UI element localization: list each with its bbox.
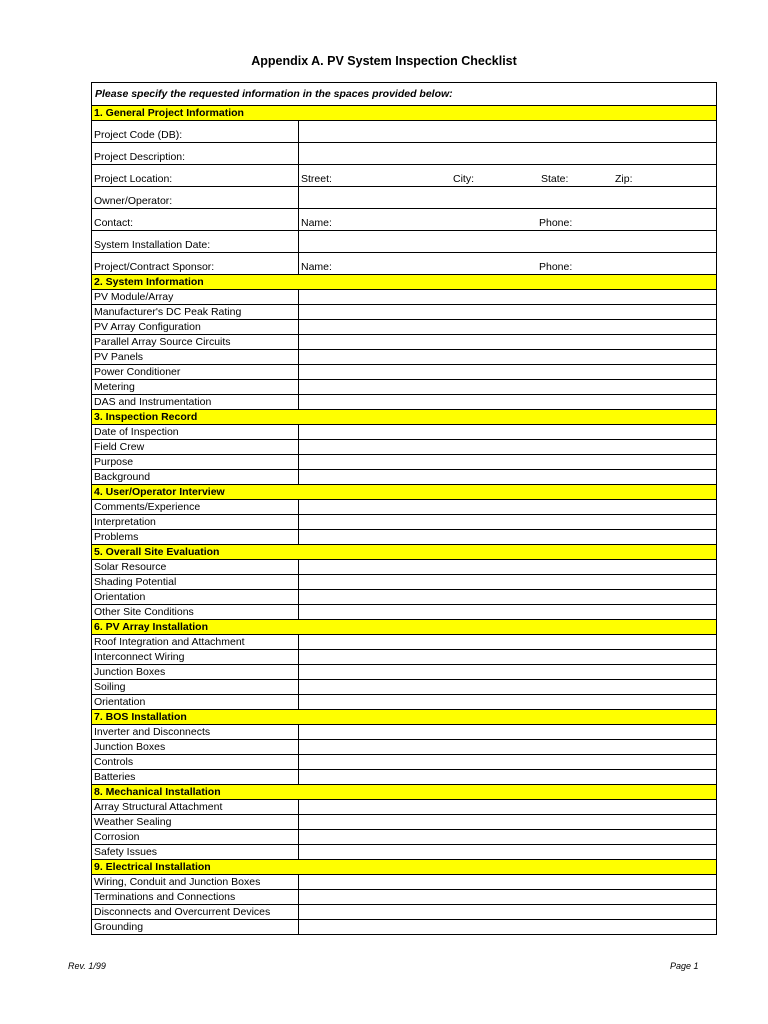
checklist-row xyxy=(92,559,716,574)
checklist-row xyxy=(92,919,716,934)
name-label: Name: xyxy=(301,217,332,229)
checklist-entry-field[interactable] xyxy=(299,515,716,529)
checklist-entry-field[interactable] xyxy=(299,335,716,349)
checklist-entry-field[interactable] xyxy=(299,425,716,439)
checklist-entry-field[interactable] xyxy=(299,440,716,454)
checklist-entry-field[interactable] xyxy=(299,365,716,379)
checklist-row xyxy=(92,739,716,754)
checklist-item-label: Solar Resource xyxy=(92,560,299,574)
checklist-item-label: Junction Boxes xyxy=(92,740,299,754)
section-header: 2. System Information xyxy=(92,274,716,289)
checklist-item-label: Interconnect Wiring xyxy=(92,650,299,664)
checklist-sections xyxy=(92,274,716,934)
checklist-item-label: PV Panels xyxy=(92,350,299,364)
checklist-item-label: Safety Issues xyxy=(92,845,299,859)
field-label: Project Description: xyxy=(92,143,299,164)
contact-field[interactable] xyxy=(299,209,716,230)
checklist-item-label: Roof Integration and Attachment xyxy=(92,635,299,649)
project-code-field[interactable] xyxy=(299,121,716,142)
field-label: Project/Contract Sponsor: xyxy=(92,253,299,274)
phone-label: Phone: xyxy=(539,217,573,229)
checklist-entry-field[interactable] xyxy=(299,815,716,829)
form-row-sponsor xyxy=(92,252,716,274)
checklist-row xyxy=(92,799,716,814)
checklist-item-label: Date of Inspection xyxy=(92,425,299,439)
form-row-contact xyxy=(92,208,716,230)
field-label: Project Code (DB): xyxy=(92,121,299,142)
checklist-item-label: Shading Potential xyxy=(92,575,299,589)
revision-note: Rev. 1/99 xyxy=(68,961,106,971)
name-label: Name: xyxy=(301,261,332,273)
checklist-row xyxy=(92,634,716,649)
checklist-entry-field[interactable] xyxy=(299,290,716,304)
checklist-row xyxy=(92,814,716,829)
section-header: 6. PV Array Installation xyxy=(92,619,716,634)
field-label: Contact: xyxy=(92,209,299,230)
field-label: System Installation Date: xyxy=(92,231,299,252)
section-header: 9. Electrical Installation xyxy=(92,859,716,874)
checklist-item-label: Soiling xyxy=(92,680,299,694)
page-number: Page 1 xyxy=(670,961,699,971)
checklist-item-label: Junction Boxes xyxy=(92,665,299,679)
checklist-entry-field[interactable] xyxy=(299,800,716,814)
checklist-entry-field[interactable] xyxy=(299,725,716,739)
checklist-entry-field[interactable] xyxy=(299,500,716,514)
checklist-row xyxy=(92,829,716,844)
checklist-row xyxy=(92,904,716,919)
checklist-item-label: Purpose xyxy=(92,455,299,469)
checklist-item-label: Problems xyxy=(92,530,299,544)
form-row-owner xyxy=(92,186,716,208)
checklist-row xyxy=(92,574,716,589)
checklist-item-label: Metering xyxy=(92,380,299,394)
section-header: 7. BOS Installation xyxy=(92,709,716,724)
form-row-install-date xyxy=(92,230,716,252)
checklist-entry-field[interactable] xyxy=(299,635,716,649)
checklist-row xyxy=(92,469,716,484)
zip-label: Zip: xyxy=(615,173,633,185)
checklist-entry-field[interactable] xyxy=(299,320,716,334)
checklist-entry-field[interactable] xyxy=(299,305,716,319)
instructions: Please specify the requested information in the spaces provided below: xyxy=(92,82,716,105)
checklist-row xyxy=(92,304,716,319)
checklist-item-label: Wiring, Conduit and Junction Boxes xyxy=(92,875,299,889)
checklist-entry-field[interactable] xyxy=(299,455,716,469)
checklist-entry-field[interactable] xyxy=(299,890,716,904)
state-label: State: xyxy=(541,173,569,185)
owner-field[interactable] xyxy=(299,187,716,208)
checklist-row xyxy=(92,499,716,514)
field-label: Project Location: xyxy=(92,165,299,186)
checklist-item-label: Weather Sealing xyxy=(92,815,299,829)
checklist-row xyxy=(92,319,716,334)
checklist-item-label: Manufacturer's DC Peak Rating xyxy=(92,305,299,319)
field-label: Owner/Operator: xyxy=(92,187,299,208)
checklist-row xyxy=(92,334,716,349)
checklist-item-label: Interpretation xyxy=(92,515,299,529)
checklist-item-label: Orientation xyxy=(92,590,299,604)
checklist-item-label: PV Array Configuration xyxy=(92,320,299,334)
section-header: 4. User/Operator Interview xyxy=(92,484,716,499)
checklist-item-label: PV Module/Array xyxy=(92,290,299,304)
checklist-entry-field[interactable] xyxy=(299,590,716,604)
checklist-item-label: Other Site Conditions xyxy=(92,605,299,619)
checklist-row xyxy=(92,349,716,364)
checklist-entry-field[interactable] xyxy=(299,470,716,484)
checklist-row xyxy=(92,769,716,784)
checklist-item-label: Comments/Experience xyxy=(92,500,299,514)
checklist-row xyxy=(92,889,716,904)
checklist-entry-field[interactable] xyxy=(299,905,716,919)
checklist-entry-field[interactable] xyxy=(299,395,716,409)
section-header: 5. Overall Site Evaluation xyxy=(92,544,716,559)
checklist-row xyxy=(92,454,716,469)
city-label: City: xyxy=(453,173,474,185)
checklist-row xyxy=(92,589,716,604)
checklist-entry-field[interactable] xyxy=(299,575,716,589)
checklist-item-label: Orientation xyxy=(92,695,299,709)
checklist-entry-field[interactable] xyxy=(299,560,716,574)
checklist-item-label: DAS and Instrumentation xyxy=(92,395,299,409)
checklist-row xyxy=(92,379,716,394)
sponsor-field[interactable] xyxy=(299,253,716,274)
checklist-row xyxy=(92,529,716,544)
section-header-general: 1. General Project Information xyxy=(92,105,716,120)
form-row-project-description xyxy=(92,142,716,164)
checklist-item-label: Batteries xyxy=(92,770,299,784)
project-location-field[interactable] xyxy=(299,165,716,186)
phone-label: Phone: xyxy=(539,261,573,273)
checklist-item-label: Power Conditioner xyxy=(92,365,299,379)
form-row-project-code xyxy=(92,120,716,142)
checklist-row xyxy=(92,694,716,709)
checklist-row xyxy=(92,754,716,769)
checklist-item-label: Inverter and Disconnects xyxy=(92,725,299,739)
checklist-item-label: Grounding xyxy=(92,920,299,934)
checklist-row xyxy=(92,604,716,619)
checklist-entry-field[interactable] xyxy=(299,845,716,859)
checklist-row xyxy=(92,289,716,304)
checklist-entry-field[interactable] xyxy=(299,530,716,544)
checklist-row xyxy=(92,514,716,529)
checklist-entry-field[interactable] xyxy=(299,920,716,934)
checklist-item-label: Controls xyxy=(92,755,299,769)
checklist-entry-field[interactable] xyxy=(299,695,716,709)
checklist-entry-field[interactable] xyxy=(299,680,716,694)
checklist-entry-field[interactable] xyxy=(299,350,716,364)
checklist-item-label: Field Crew xyxy=(92,440,299,454)
checklist-row xyxy=(92,679,716,694)
checklist-row xyxy=(92,424,716,439)
form-row-project-location xyxy=(92,164,716,186)
project-description-field[interactable] xyxy=(299,143,716,164)
install-date-field[interactable] xyxy=(299,231,716,252)
checklist-row xyxy=(92,364,716,379)
checklist-row xyxy=(92,649,716,664)
checklist-row xyxy=(92,724,716,739)
street-label: Street: xyxy=(301,173,332,185)
checklist-row xyxy=(92,874,716,889)
checklist-entry-field[interactable] xyxy=(299,650,716,664)
checklist-entry-field[interactable] xyxy=(299,770,716,784)
checklist-item-label: Terminations and Connections xyxy=(92,890,299,904)
checklist-table xyxy=(91,82,717,935)
checklist-entry-field[interactable] xyxy=(299,740,716,754)
checklist-entry-field[interactable] xyxy=(299,665,716,679)
checklist-item-label: Disconnects and Overcurrent Devices xyxy=(92,905,299,919)
checklist-entry-field[interactable] xyxy=(299,875,716,889)
checklist-row xyxy=(92,394,716,409)
checklist-item-label: Corrosion xyxy=(92,830,299,844)
checklist-item-label: Background xyxy=(92,470,299,484)
checklist-entry-field[interactable] xyxy=(299,755,716,769)
checklist-item-label: Array Structural Attachment xyxy=(92,800,299,814)
checklist-row xyxy=(92,439,716,454)
checklist-item-label: Parallel Array Source Circuits xyxy=(92,335,299,349)
checklist-entry-field[interactable] xyxy=(299,605,716,619)
page-title: Appendix A. PV System Inspection Checklist xyxy=(251,54,517,68)
section-header: 8. Mechanical Installation xyxy=(92,784,716,799)
section-header: 3. Inspection Record xyxy=(92,409,716,424)
checklist-row xyxy=(92,664,716,679)
checklist-entry-field[interactable] xyxy=(299,830,716,844)
checklist-row xyxy=(92,844,716,859)
checklist-entry-field[interactable] xyxy=(299,380,716,394)
